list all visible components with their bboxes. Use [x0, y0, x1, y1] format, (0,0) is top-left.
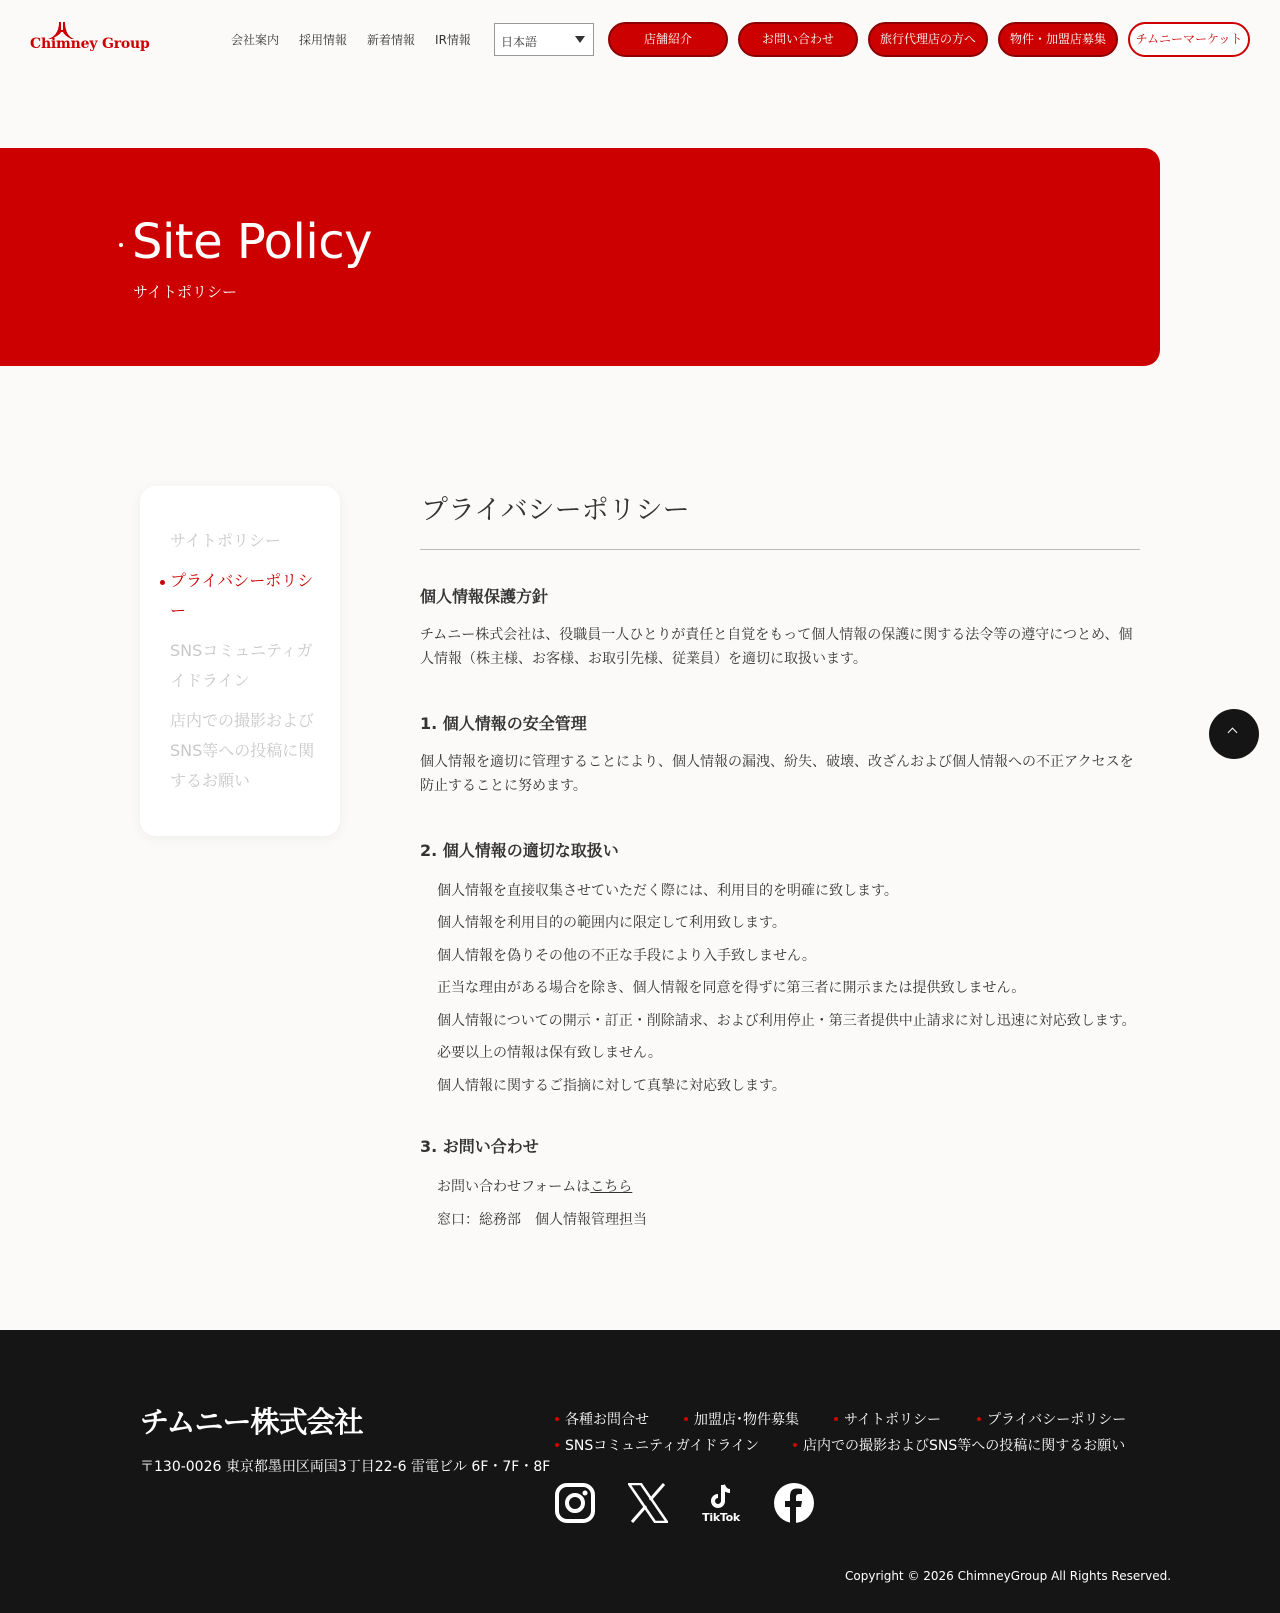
footer-link-site-policy[interactable]: サイトポリシー: [844, 1412, 942, 1428]
section2-heading: 2. 個人情報の適切な取扱い: [420, 841, 619, 860]
footer-company-logo[interactable]: チムニー株式会社: [140, 1405, 363, 1439]
chevron-up-icon: [1228, 728, 1238, 738]
footer-link-franchise[interactable]: 加盟店･物件募集: [694, 1412, 799, 1428]
active-bullet-icon: [160, 580, 165, 585]
footer-link-sns-guideline[interactable]: SNSコミュニティガイドライン: [565, 1438, 760, 1454]
list-item: 個人情報を偽りその他の不正な手段により入手致しません。: [437, 948, 816, 964]
page-title: プライバシーポリシー: [421, 495, 690, 526]
facebook-icon[interactable]: [774, 1483, 814, 1523]
nav-recruit[interactable]: 採用情報: [299, 33, 348, 47]
bullet-icon: [684, 1417, 688, 1421]
x-icon[interactable]: [628, 1483, 668, 1523]
chimney-group-logo[interactable]: [30, 22, 148, 56]
instagram-icon[interactable]: [555, 1483, 595, 1523]
language-select[interactable]: [494, 23, 594, 56]
stores-button[interactable]: 店舗紹介: [608, 22, 728, 57]
nav-company[interactable]: 会社案内: [231, 33, 280, 47]
list-item: 個人情報を利用目的の範囲内に限定して利用致します。: [437, 915, 786, 931]
footer-link-inquiries[interactable]: 各種お問合せ: [565, 1412, 649, 1428]
bullet-icon: [555, 1443, 559, 1447]
contact-form-link[interactable]: こちら: [590, 1179, 633, 1195]
bullet-icon: [977, 1417, 981, 1421]
title-divider: [420, 549, 1140, 550]
tiktok-label: TikTok: [702, 1511, 740, 1524]
list-item: 個人情報を直接収集させていただく際には、利用目的を明確に致します。: [437, 883, 898, 899]
sidebar-item-sns-guideline[interactable]: SNSコミュニティガイドライン: [170, 641, 313, 690]
chimney-market-button[interactable]: チムニーマーケット: [1128, 22, 1250, 57]
scroll-to-top-button[interactable]: [1209, 709, 1259, 759]
contact-window: 窓口：総務部 個人情報管理担当: [437, 1212, 647, 1228]
contact-button[interactable]: お問い合わせ: [738, 22, 858, 57]
contact-form-line: [437, 1176, 632, 1196]
nav-ir[interactable]: IR情報: [435, 33, 471, 47]
list-item: 個人情報に関するご指摘に対して真摯に対応致します。: [437, 1078, 786, 1094]
list-item: 正当な理由がある場合を除き、個人情報を同意を得ずに第三者に開示または提供致しません。: [437, 980, 1026, 996]
section3-heading: 3. お問い合わせ: [420, 1137, 539, 1156]
site-header: [0, 0, 1280, 80]
section1-text: 個人情報を適切に管理することにより、個人情報の漏洩、紛失、破壊、改ざんおよび個人情報への不正アクセスを防止することに努めます。: [420, 754, 1134, 794]
section1-heading: 1. 個人情報の安全管理: [420, 714, 587, 733]
policy-sidebar: [140, 486, 340, 836]
footer-link-privacy-policy[interactable]: プライバシーポリシー: [987, 1412, 1127, 1428]
header-nav: [231, 31, 491, 48]
franchise-button[interactable]: 物件・加盟店募集: [998, 22, 1118, 57]
logo-wordmark: Chimney Group: [30, 36, 150, 52]
sidebar-item-site-policy[interactable]: サイトポリシー: [170, 531, 281, 550]
hero-subtitle: サイトポリシー: [133, 283, 237, 301]
travel-agency-button[interactable]: 旅行代理店の方へ: [868, 22, 988, 57]
chevron-down-icon: [575, 36, 585, 43]
nav-news[interactable]: 新着情報: [367, 33, 416, 47]
sidebar-item-photo-request[interactable]: 店内での撮影およびSNS等への投稿に関するお願い: [170, 711, 315, 790]
copyright-text: Copyright © 2026 ChimneyGroup All Rights Reserved.: [845, 1569, 1172, 1583]
hero-title: Site Policy: [132, 214, 372, 270]
language-value: 日本語: [501, 35, 538, 49]
intro-heading: 個人情報保護方針: [420, 587, 549, 606]
site-footer: [0, 1330, 1280, 1613]
footer-link-photo-request[interactable]: 店内での撮影およびSNS等への投稿に関するお願い: [803, 1438, 1126, 1454]
contact-prefix: お問い合わせフォームは: [437, 1179, 591, 1195]
list-item: 必要以上の情報は保有致しません。: [437, 1045, 662, 1061]
list-item: 個人情報についての開示・訂正・削除請求、および利用停止・第三者提供中止請求に対し迅速に対応致します。: [437, 1013, 1136, 1029]
bullet-icon: [834, 1417, 838, 1421]
sidebar-item-privacy-policy[interactable]: プライバシーポリシー: [170, 571, 314, 620]
bullet-icon: [793, 1443, 797, 1447]
bullet-icon: [555, 1417, 559, 1421]
hero-dot-icon: [119, 243, 123, 247]
footer-address: 〒130-0026 東京都墨田区両国3丁目22-6 雷電ビル 6F・7F・8F: [140, 1459, 551, 1475]
tiktok-icon[interactable]: [701, 1483, 741, 1523]
intro-text: チムニー株式会社は、役職員一人ひとりが責任と自覚をもって個人情報の保護に関する法令等の遵守につとめ、個人情報（株主様、お客様、お取引先様、従業員）を適切に取扱います。: [420, 627, 1133, 667]
